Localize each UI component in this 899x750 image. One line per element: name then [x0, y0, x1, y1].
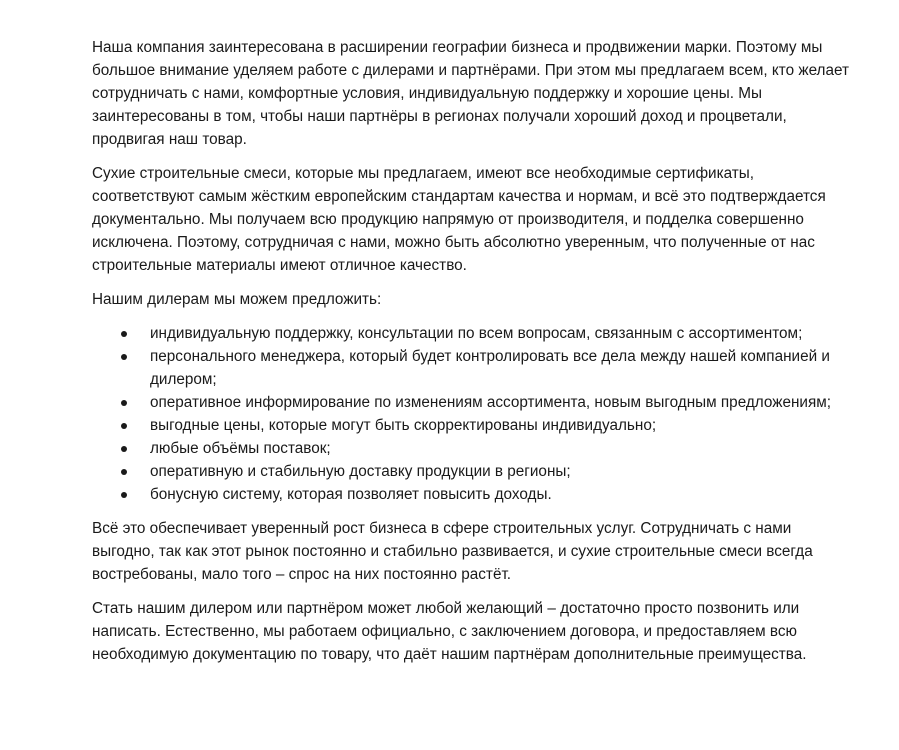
offer-bullet-list: [92, 322, 852, 506]
paragraph-growth: Всё это обеспечивает уверенный рост бизнеса в сфере строительных услуг. Сотрудничать с нами выгодно, так как этот рынок постоянно и стабильно развивается, и сухие строительные смеси всегда востребованы, мало того – спрос на них постоянно растёт.: [92, 520, 813, 583]
list-item-text: оперативное информирование по изменениям ассортимента, новым выгодным предложениям;: [150, 394, 832, 411]
bullet-icon: [121, 354, 127, 360]
list-item: [92, 483, 852, 506]
paragraph-offer-heading: Нашим дилерам мы можем предложить:: [92, 291, 382, 308]
list-item-text: оперативную и стабильную доставку продукции в регионы;: [150, 463, 571, 480]
bullet-icon: [121, 446, 127, 452]
bullet-icon: [121, 423, 127, 429]
list-item: [92, 322, 852, 345]
bullet-icon: [121, 469, 127, 475]
paragraph-intro: Наша компания заинтересована в расширении географии бизнеса и продвижении марки. Поэтому мы большое внимание уделяем работе с дилерами и партнёрами. При этом мы предлагаем всем, кто желает сотрудничать с нами, комфортные условия, индивидуальную поддержку и хорошие цены. Мы заинтересованы в том, чтобы наши партнёры в регионах получали хороший доход и процветали, продвигая наш товар.: [92, 39, 850, 148]
list-item-text: любые объёмы поставок;: [150, 440, 331, 457]
paragraph-become-dealer: Стать нашим дилером или партнёром может любой желающий – достаточно просто позвонить или написать. Естественно, мы работаем официально, с заключением договора, и предоставляем всю необходимую документацию по товару, что даёт нашим партнёрам дополнительные преимущества.: [92, 600, 807, 663]
list-item: [92, 391, 852, 414]
paragraph-certificates: Сухие строительные смеси, которые мы предлагаем, имеют все необходимые сертификаты, соответствуют самым жёстким европейским стандартам качества и нормам, и всё это подтверждается документально. Мы получаем всю продукцию напрямую от производителя, и подделка совершенно исключена. Поэтому, сотрудничая с нами, можно быть абсолютно уверенным, что полученные от нас строительные материалы имеют отличное качество.: [92, 165, 826, 274]
bullet-icon: [121, 331, 127, 337]
list-item: [92, 345, 852, 391]
list-item-text: бонусную систему, которая позволяет повысить доходы.: [150, 486, 552, 503]
list-item: [92, 414, 852, 437]
list-item: [92, 460, 852, 483]
bullet-icon: [121, 492, 127, 498]
list-item-text: индивидуальную поддержку, консультации по всем вопросам, связанным с ассортиментом;: [150, 325, 803, 342]
document-page: [92, 36, 852, 677]
bullet-icon: [121, 400, 127, 406]
list-item-text: персонального менеджера, который будет контролировать все дела между нашей компанией и дилером;: [150, 348, 830, 388]
list-item: [92, 437, 852, 460]
list-item-text: выгодные цены, которые могут быть скорректированы индивидуально;: [150, 417, 657, 434]
